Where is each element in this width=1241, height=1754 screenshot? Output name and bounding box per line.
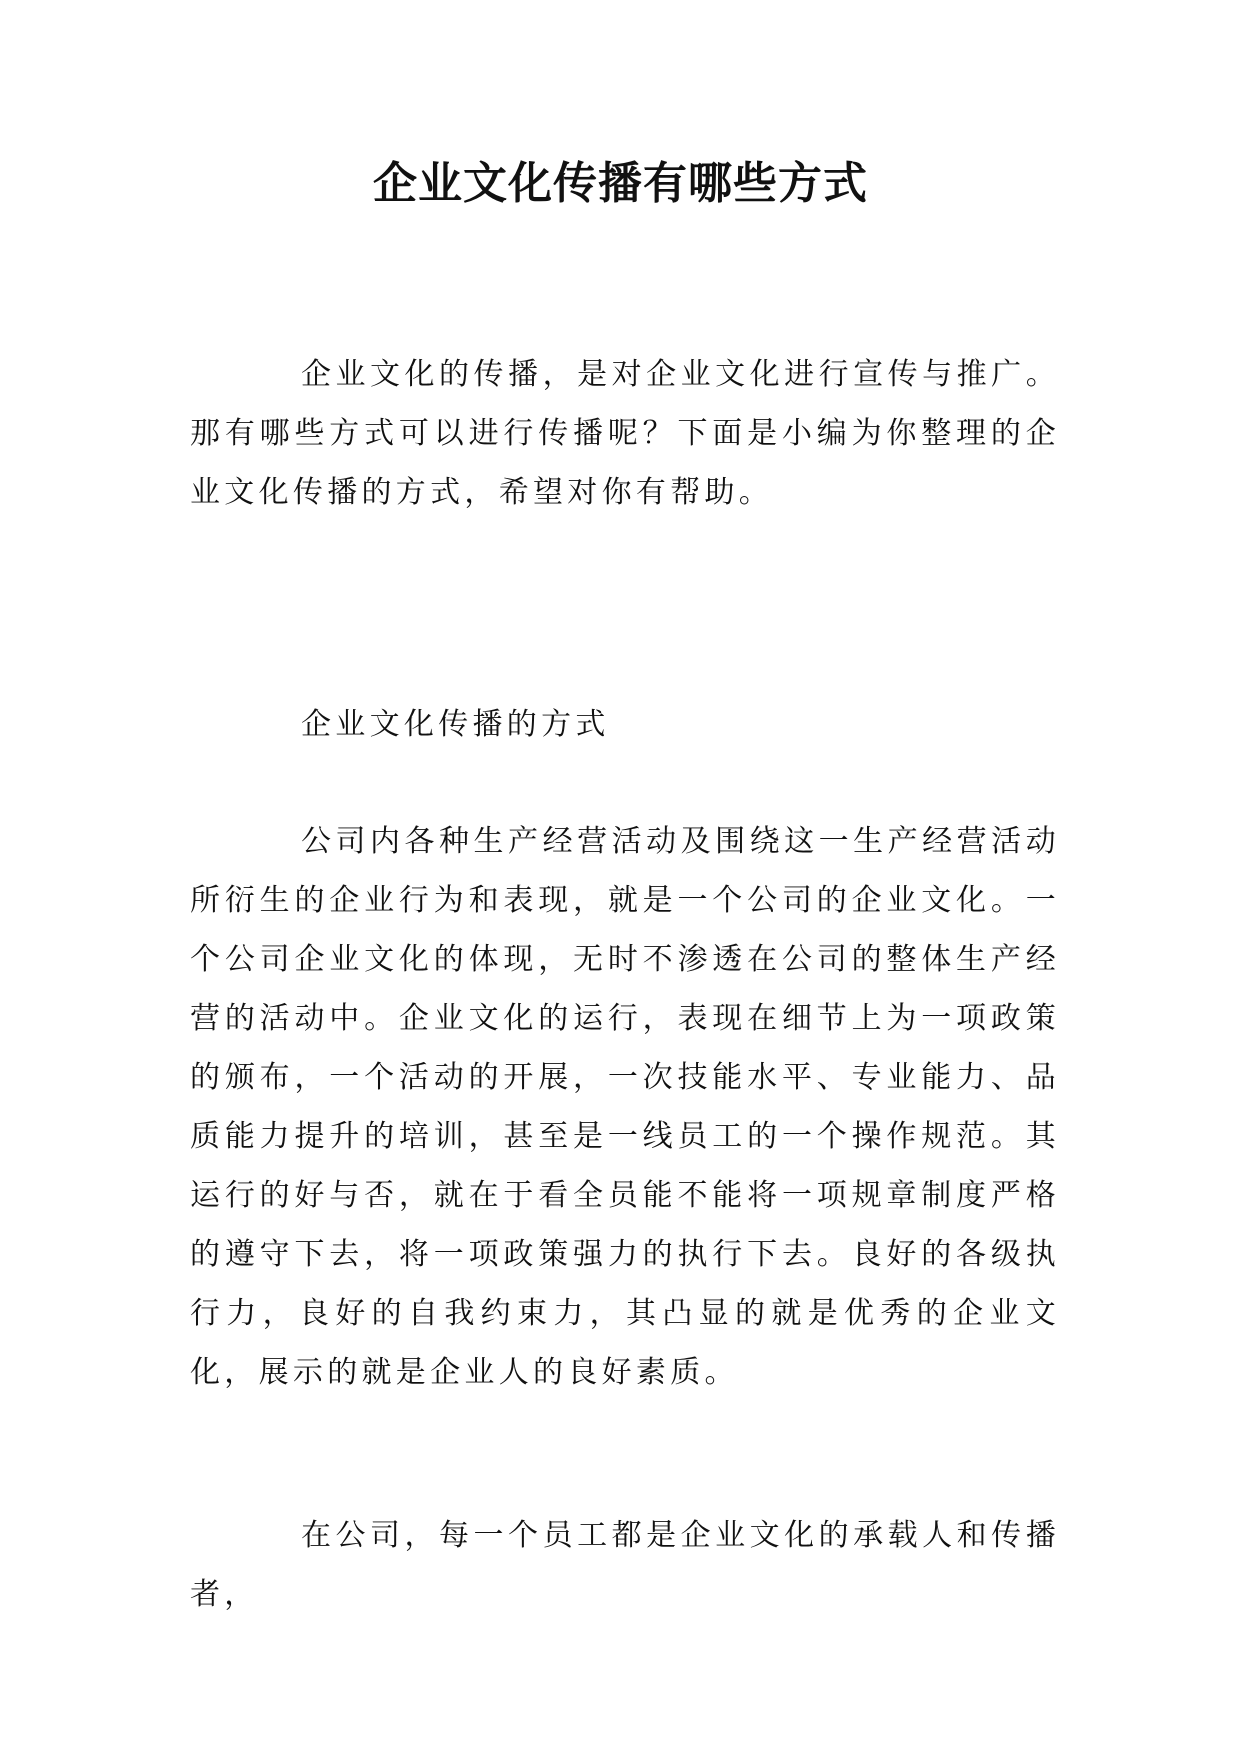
intro-paragraph: 企业文化的传播，是对企业文化进行宣传与推广。那有哪些方式可以进行传播呢？下面是小编为你整理的企业文化传播的方式，希望对你有帮助。 [190,357,1060,510]
body-paragraph: 公司内各种生产经营活动及围绕这一生产经营活动所衍生的企业行为和表现，就是一个公司的企业文化。一个公司企业文化的体现，无时不渗透在公司的整体生产经营的活动中。企业文化的运行，表现在细节上为一项政策的颁布，一个活动的开展，一次技能水平、专业能力、品质能力提升的培训，甚至是一线员工的一个操作规范。其运行的好与否，就在于看全员能不能将一项规章制度严格的遵守下去，将一项政策强力的执行下去。良好的各级执行力，良好的自我约束力，其凸显的就是优秀的企业文化，展示的就是企业人的良好素质。 [190,824,1060,1390]
section-heading: 企业文化传播的方式 [301,707,610,742]
body-paragraph-continued: 在公司，每一个员工都是企业文化的承载人和传播者， [190,1518,1060,1612]
document-title: 企业文化传播有哪些方式 [373,158,868,209]
